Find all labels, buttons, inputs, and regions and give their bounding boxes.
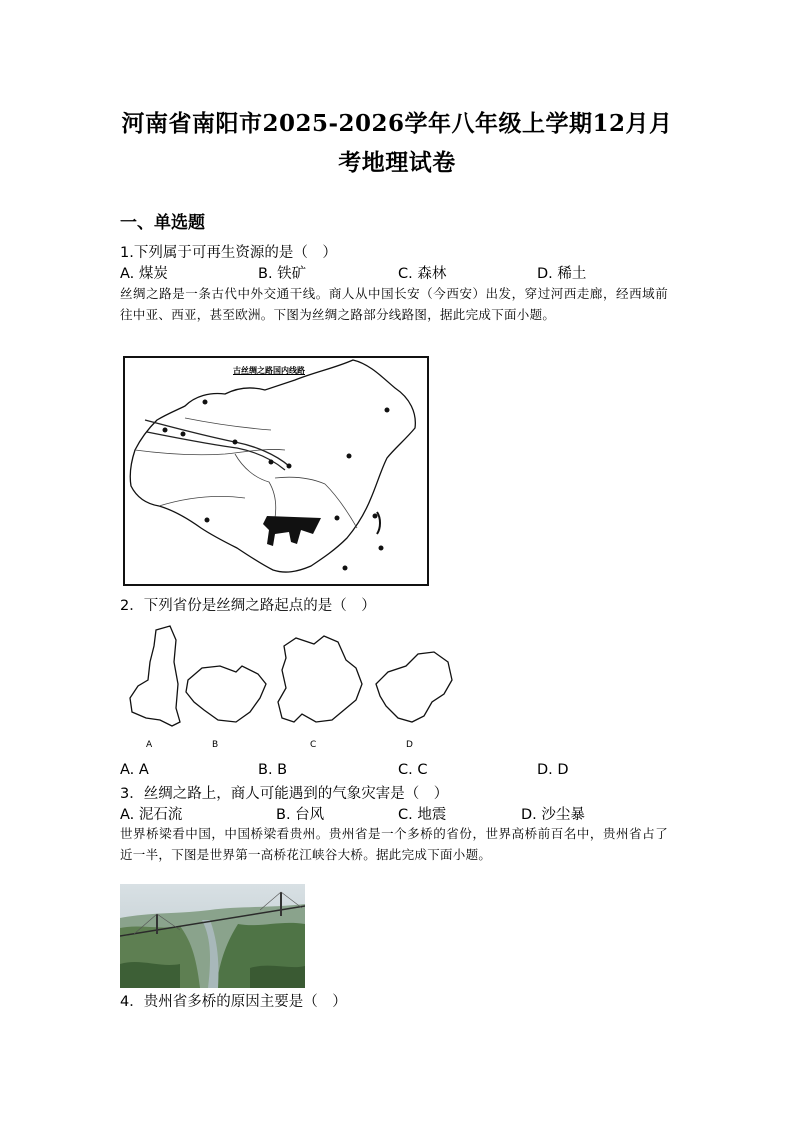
q3-option-c: C. 地震 [398, 807, 447, 823]
q2-option-c: C. C [398, 762, 428, 778]
exam-title-line1: 河南省南阳市2025-2026学年八年级上学期12月月 [121, 110, 673, 137]
province-label-b: B [212, 740, 219, 750]
province-shapes-icon [118, 622, 458, 737]
q1-option-a: A. 煤炭 [120, 266, 168, 282]
q1-option-b: B. 铁矿 [258, 266, 307, 282]
bridge-photo-icon [120, 884, 305, 988]
q1-option-d: D. 稀土 [537, 266, 587, 282]
province-label-c: C [310, 740, 317, 750]
province-label-a: A [146, 740, 153, 750]
section-heading: 一、单选题 [120, 213, 205, 233]
bridge-canyon-photo [120, 884, 305, 988]
question-1-stem: 1.下列属于可再生资源的是（ ） [120, 245, 337, 261]
exam-title-line2: 考地理试卷 [338, 149, 456, 176]
q2-option-d: D. D [537, 762, 569, 778]
province-outlines [118, 622, 458, 757]
question-3-stem: 3．丝绸之路上，商人可能遇到的气象灾害是（ ） [120, 786, 449, 802]
q3-option-b: B. 台风 [276, 807, 325, 823]
china-map-icon [125, 358, 427, 584]
q3-option-d: D. 沙尘暴 [521, 807, 585, 823]
question-2-stem: 2．下列省份是丝绸之路起点的是（ ） [120, 598, 376, 614]
passage-silk-road: 丝绸之路是一条古代中外交通干线。商人从中国长安（今西安）出发，穿过河西走廊，经西域前往中亚、西亚，甚至欧洲。下图为丝绸之路部分线路图，据此完成下面小题。 [120, 286, 668, 322]
q1-option-c: C. 森林 [398, 266, 447, 282]
q2-option-a: A. A [120, 762, 149, 778]
question-4-stem: 4．贵州省多桥的原因主要是（ ） [120, 994, 347, 1010]
province-label-d: D [406, 740, 413, 750]
q3-option-a: A. 泥石流 [120, 807, 183, 823]
q2-option-b: B. B [258, 762, 288, 778]
passage-guizhou-bridges: 世界桥梁看中国，中国桥梁看贵州。贵州省是一个多桥的省份，世界高桥前百名中，贵州省占了近一半，下图是世界第一高桥花江峡谷大桥。据此完成下面小题。 [120, 826, 668, 862]
map-caption: 古丝绸之路国内线路 [233, 366, 305, 375]
silk-road-map [123, 356, 429, 586]
